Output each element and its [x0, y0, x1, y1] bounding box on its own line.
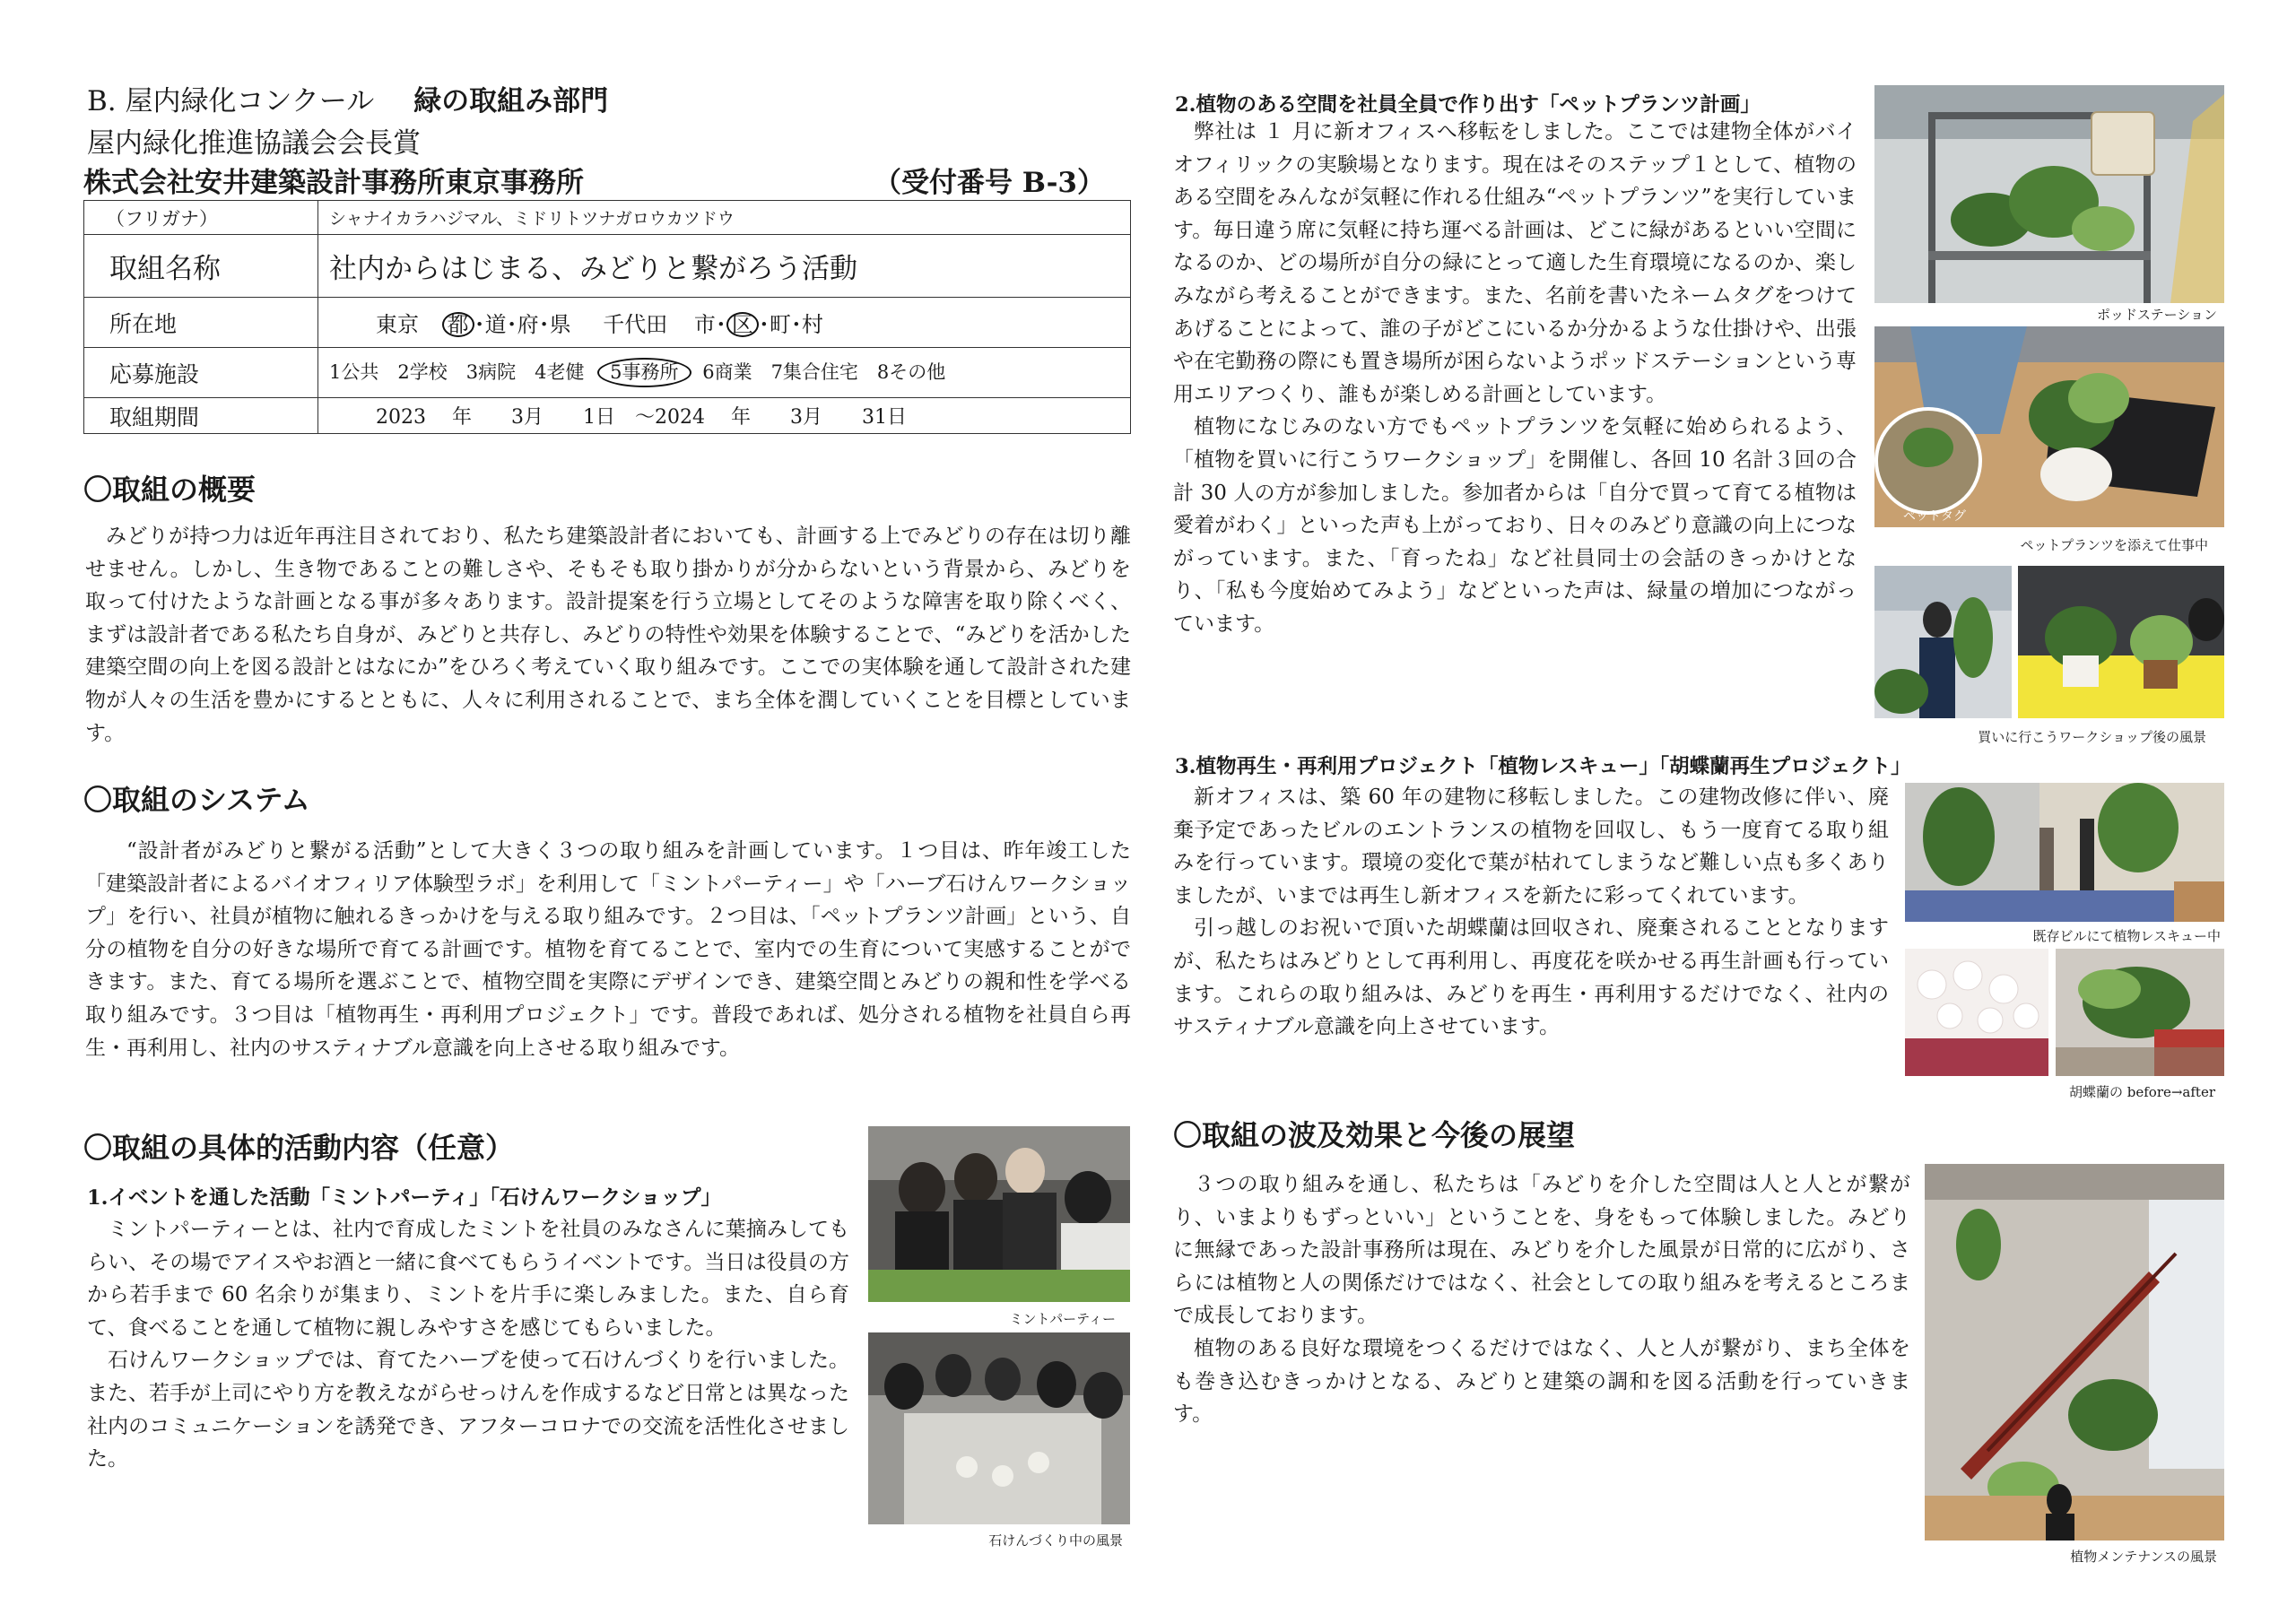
facility-options-before: 1公共 2学校 3病院 4老健 [329, 361, 585, 383]
maintenance-photo [1925, 1164, 2224, 1541]
location-shi: 市･ [693, 312, 726, 337]
location-to-circled: 都 [442, 312, 474, 337]
activity2-title: 2.植物のある空間を社員全員で作り出す「ペットプランツ計画」 [1175, 93, 1761, 117]
location-city-name: 千代田 [603, 312, 668, 337]
activities-heading: 〇取組の具体的活動内容（任意） [83, 1131, 515, 1165]
location-value [318, 298, 1131, 348]
plant-rescue-caption: 既存ビルにて植物レスキュー中 [2032, 928, 2221, 944]
activity3-text [1173, 781, 1889, 1044]
orchid-before-photo [1905, 949, 2048, 1076]
mint-party-photo [868, 1126, 1130, 1302]
soap-workshop-caption: 石けんづくり中の風景 [988, 1532, 1123, 1549]
activity3-paragraph1: 新オフィスは、築 60 年の建物に移転しました。この建物改修に伴い、廃棄予定であったビルのエントランスの植物を回収し、もう一度育てる取り組みを行っています。環境の変化で葉が枯れてしまうなど難しい点も多くありましたが、いまでは再生し新オフィスを新たに彩ってくれています。 [1173, 785, 1889, 907]
facility-label: 応募施設 [84, 348, 318, 398]
contest-category: B. 屋内緑化コンクール [87, 85, 375, 117]
location-pref-rest: ･道･府･県 [474, 312, 571, 337]
info-row-location [84, 298, 1131, 348]
plant-rescue-photo [1905, 783, 2224, 922]
pet-tag-caption: ペットタグ [1903, 509, 1966, 524]
system-heading: 〇取組のシステム [83, 783, 310, 817]
outlook-paragraph1: ３つの取り組みを通し、私たちは「みどりを介した空間は人と人とが繋がり、いまよりもずっといい」ということを、身をもって体験しました。みどりに無縁であった設計事務所は現在、みどりを介した風景が日常的に広がり、さらには植物と人の関係だけではなく、社会としての取り組みを考えるところまで成長しております。 [1173, 1173, 1910, 1328]
info-row-name [84, 235, 1131, 298]
info-row-period [84, 398, 1131, 434]
company-name: 株式会社安井建築設計事務所東京事務所 [83, 167, 584, 199]
overview-heading: 〇取組の概要 [83, 473, 257, 507]
pet-plants-photo [1874, 326, 2224, 527]
activity2-paragraph2: 植物になじみのない方でもペットプランツを気軽に始められるよう、「植物を買いに行こうワークショップ」を開催し、各回 10 名計３回の合計 30 人の方が参加しました。参加者からは「自分で買って育てる植物は愛着がわく」といった声も上がっており、日々のみどり意識の向上につながっています。また、「育ったね」など社員同士の会話のきっかけとなり、「私も今度始めてみよう」などといった声は、緑量の増加につながっています。 [1173, 415, 1857, 636]
furigana-value: シャナイカラハジマル、ミドリトツナガロウカツドウ [318, 201, 1131, 235]
maintenance-caption: 植物メンテナンスの風景 [2070, 1549, 2217, 1565]
receipt-number: （受付番号 B-3） [874, 167, 1106, 199]
soap-workshop-photo [868, 1332, 1130, 1524]
location-label: 所在地 [84, 298, 318, 348]
pod-station-caption: ポッドステーション [2097, 307, 2217, 323]
system-text [85, 835, 1131, 1064]
activity3-paragraph2: 引っ越しのお祝いで頂いた胡蝶蘭は回収され、廃棄されることとなりますが、私たちはみどりとして再利用し、再度花を咲かせる再生計画も行っています。これらの取り組みは、みどりを再生・再利用するだけでなく、社内のサスティナブル意識を向上させています。 [1173, 916, 1890, 1039]
overview-paragraph: みどりが持つ力は近年再注目されており、私たち建築設計者においても、計画する上でみどりの存在は切り離せません。しかし、生き物であることの難しさや、そもそも取り掛かりが分からないという背景から、みどりを取って付けたような計画となる事が多々あります。設計提案を行う立場としてそのような障害を取り除くべく、まずは設計者である私たち自身が、みどりと共存し、みどりの特性や効果を体験することで、“みどりを活かした建築空間の向上を図る設計とはなにか”をひろく考えていく取り組みです。ここでの実体験を通して設計された建物が人々の生活を豊かにするとともに、人々に利用されることで、まち全体を潤していくことを目標としています。 [85, 525, 1132, 745]
shop-workshop-caption: 買いに行こうワークショップ後の風景 [1978, 729, 2206, 745]
activity1-paragraph2: 石けんワークショップでは、育てたハーブを使って石けんづくりを行いました。また、若手が上司にやり方を教えながらせっけんを作成するなど日常とは異なった社内のコミュニケーションを誘発でき、アフターコロナでの交流を活性化させました。 [87, 1349, 849, 1471]
activity1-title: 1.イベントを通した活動「ミントパーティ」「石けんワークショップ」 [87, 1186, 722, 1210]
pet-plants-caption: ペットプランツを添えて仕事中 [2020, 537, 2208, 553]
contest-division: 緑の取組み部門 [413, 85, 609, 117]
facility-selected-circled: 5事務所 [597, 358, 691, 387]
activity1-paragraph1: ミントパーティーとは、社内で育成したミントを社員のみなさんに葉摘みしてもらい、その場でアイスやお酒と一緒に食べてもらうイベントです。当日は役員の方から若手まで 60 名余りが集まり、ミントを片手に楽しみました。また、自ら育て、食べることを通して植物に親しみやすさを感じてもらいました。 [87, 1218, 849, 1340]
overview-text [85, 520, 1131, 750]
name-value: 社内からはじまる、みどりと繋がろう活動 [318, 235, 1131, 298]
name-label: 取組名称 [84, 235, 318, 298]
period-label: 取組期間 [84, 398, 318, 434]
activity1-text [87, 1213, 849, 1476]
orchid-after-photo [2056, 949, 2224, 1076]
system-paragraph: “設計者がみどりと繋がる活動”として大きく３つの取り組みを計画しています。１つ目は、昨年竣工した「建築設計者によるバイオフィリア体験型ラボ」を利用して「ミントパーティー」や「ハーブ石けんワークショップ」を行い、社員が植物に触れるきっかけを与える取り組みです。２つ目は、「ペットプランツ計画」という、自分の植物を自分の好きな場所で育てる計画です。植物を育てることで、室内での生育について実感することができます。また、育てる場所を選ぶことで、植物空間を実際にデザインでき、建築空間とみどりの親和性を学べる取り組みです。３つ目は「植物再生・再利用プロジェクト」です。普段であれば、処分される植物を社員自ら再生・再利用し、社内のサスティナブル意識を向上させる取り組みです。 [85, 839, 1131, 1060]
period-value: 2023 年 3月 1日 ～2024 年 3月 31日 [318, 398, 1131, 434]
activity3-title: 3.植物再生・再利用プロジェクト「植物レスキュー」「胡蝶蘭再生プロジェクト」 [1175, 755, 1911, 778]
facility-options-after: 6商業 7集合住宅 8その他 [702, 361, 946, 383]
furigana-label: （フリガナ） [84, 201, 318, 235]
location-town: ･町･村 [758, 312, 823, 337]
location-ku-circled: 区 [726, 312, 759, 337]
info-row-furigana [84, 201, 1131, 235]
activity2-paragraph1: 弊社は １ 月に新オフィスへ移転をしました。ここでは建物全体がバイオフィリックの実験場となります。現在はそのステップ１として、植物のある空間をみんなが気軽に作れる仕組み“ペットプランツ”を実行しています。毎日違う席に気軽に持ち運べる計画は、どこに緑があるといい空間になるのか、どの場所が自分の緑にとって適した生育環境になるのか、楽しみながら考えることができます。また、名前を書いたネームタグをつけてあげることによって、誰の子がどこにいるか分かるような仕掛けや、出張や在宅勤務の際にも置き場所が困らないようポッドステーションという専用エリアつくり、誰もが楽しめる計画としています。 [1173, 120, 1857, 406]
orchid-caption: 胡蝶蘭の before→after [2068, 1084, 2215, 1100]
info-row-facility [84, 348, 1131, 398]
outlook-paragraph2: 植物のある良好な環境をつくるだけではなく、人と人が繋がり、まち全体をも巻き込むきっかけとなる、みどりと建築の調和を図る活動を行っていきます。 [1173, 1336, 1910, 1427]
info-table [83, 200, 1131, 434]
mint-party-caption: ミントパーティー [1009, 1311, 1116, 1327]
facility-value [318, 348, 1131, 398]
shop-workshop-photo-b [2018, 566, 2224, 718]
shop-workshop-photo-a [1874, 566, 2012, 718]
activity2-text [1173, 116, 1857, 641]
outlook-heading: 〇取組の波及効果と今後の展望 [1173, 1118, 1576, 1152]
location-pref-name: 東京 [376, 312, 419, 337]
pod-station-photo [1874, 85, 2224, 303]
outlook-text [1173, 1168, 1910, 1431]
header-line1 [87, 84, 608, 118]
award-name: 屋内緑化推進協議会会長賞 [87, 127, 421, 160]
